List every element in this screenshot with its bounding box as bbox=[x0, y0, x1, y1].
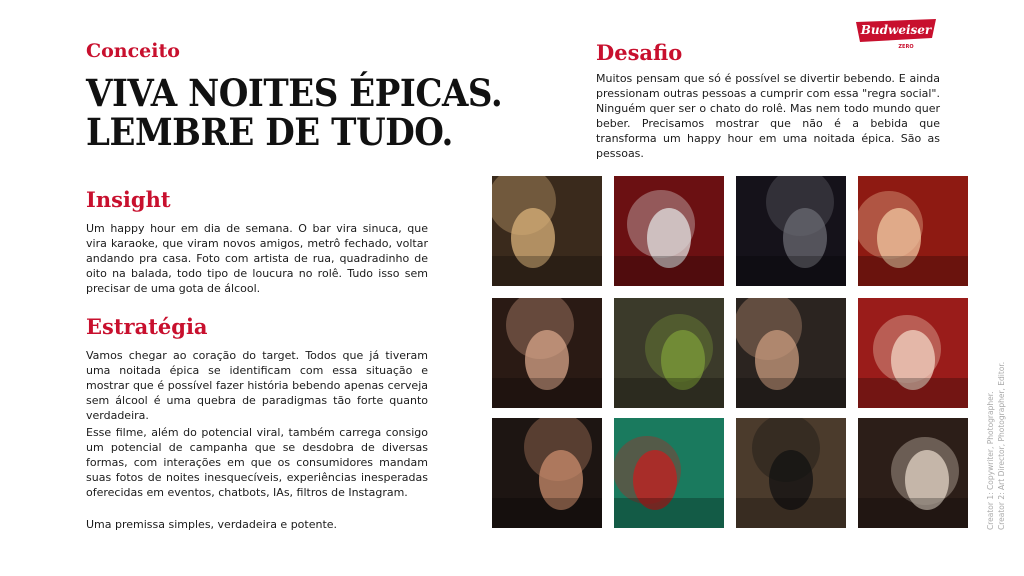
desafio-text: Muitos pensam que só é possível se divertir bebendo. E ainda pressionam outras pessoas a cumprir com essa "regra social". Ninguém quer ser o chato do rolê. Mas nem todo mundo quer beber. Precisamos mostrar que não é a bebida que transforma um happy hour em uma noitada épica. São as pessoas. bbox=[596, 72, 940, 160]
photo-party-crowd bbox=[736, 176, 846, 286]
desafio-label: Desafio bbox=[596, 40, 683, 65]
photo-red-light-friend bbox=[858, 176, 968, 286]
estrategia-paragraph-3: Uma premissa simples, verdadeira e potente. bbox=[86, 518, 338, 531]
headline bbox=[86, 71, 503, 154]
photo-pool-table-dance bbox=[614, 176, 724, 286]
photo-street-alley bbox=[736, 418, 846, 528]
logo-text: Budweiser bbox=[860, 23, 932, 37]
estrategia-paragraph-2: Esse filme, além do potencial viral, também carrega consigo um potencial de campanha que se desdobra de diversas formas, com interações em que os consumidores mandam suas fotos de noites inesquecíveis, experiências inesperadas oferecidas em eventos, chatbots, IAs, filtros de Instagram. bbox=[86, 426, 428, 499]
estrategia-label: Estratégia bbox=[86, 314, 208, 339]
insight-label: Insight bbox=[86, 187, 171, 212]
estrategia-paragraph-1: Vamos chegar ao coração do target. Todos que já tiveram uma noitada épica se identificam com essa situação e mostrar que é possível fazer história bebendo apenas cerveja sem álcool é uma quebra de paradigmas tão forte quanto verdadeira. bbox=[86, 349, 428, 422]
credit-line-1: Creator 1: Copywriter, Photographer. bbox=[986, 391, 995, 530]
credits bbox=[985, 362, 1007, 530]
headline-line-2: LEMBRE DE TUDO. bbox=[86, 110, 453, 154]
photo-red-room bbox=[858, 298, 968, 408]
credit-line-2: Creator 2: Art Director, Photographer, Editor. bbox=[997, 361, 1006, 530]
photo-duck-face-selfie bbox=[492, 418, 602, 528]
headline-line-1: VIVA NOITES ÉPICAS. bbox=[86, 71, 503, 115]
logo-sub: ZERO bbox=[898, 44, 914, 50]
photo-hand-covering-face bbox=[736, 298, 846, 408]
photo-kiss-selfie bbox=[492, 298, 602, 408]
photo-lying-down bbox=[858, 418, 968, 528]
insight-text: Um happy hour em dia de semana. O bar vira sinuca, que vira karaoke, que viram novos amigos, metrô fechado, voltar andando pra casa. Foto com artista de rua, quadradinho de oito na balada, todo tipo de loucura no rolê. Tudo isso sem precisar de uma gota de álcool. bbox=[86, 222, 428, 295]
photo-striped-sweater bbox=[614, 298, 724, 408]
budweiser-zero-logo bbox=[852, 16, 940, 50]
photo-bar-group bbox=[492, 176, 602, 286]
photo-pool-balls bbox=[614, 418, 724, 528]
conceito-label: Conceito bbox=[86, 40, 180, 62]
